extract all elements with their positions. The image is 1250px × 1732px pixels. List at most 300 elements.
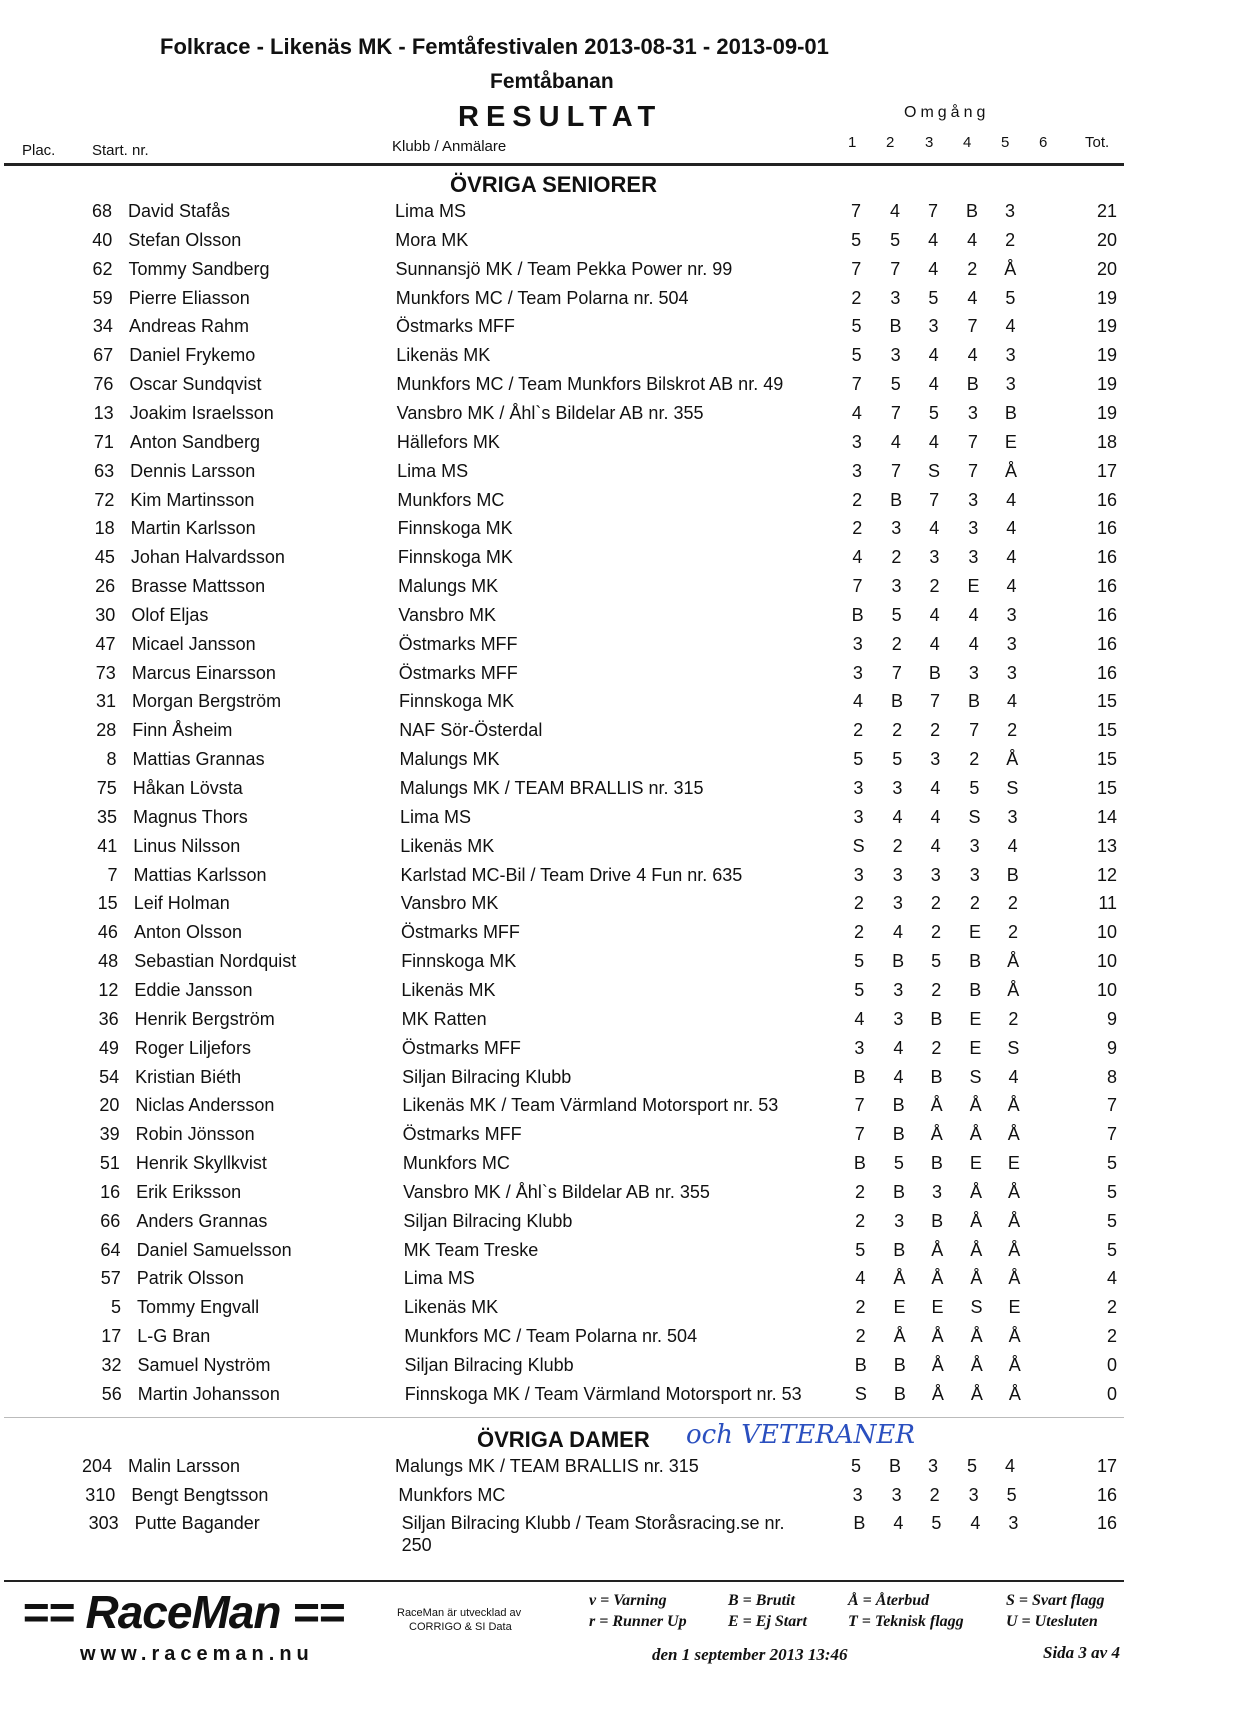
- result-row: [0, 230, 1250, 259]
- driver-name: Stefan Olsson: [128, 229, 242, 250]
- start-number: 45: [94, 547, 115, 568]
- round-2-result: 3: [893, 1008, 904, 1029]
- round-4-result: 4: [967, 345, 978, 366]
- col-club: Klubb / Anmälare: [392, 138, 507, 155]
- round-5-result: Å: [1008, 1239, 1021, 1260]
- total-score: 10: [1096, 979, 1117, 1000]
- round-5-result: Å: [1008, 1383, 1021, 1404]
- round-1-result: 5: [853, 749, 864, 770]
- total-score: 16: [1096, 1484, 1117, 1505]
- result-row: [0, 374, 1250, 403]
- round-4-result: Å: [970, 1383, 983, 1404]
- result-row: [0, 1038, 1250, 1067]
- club-name: Munkfors MC: [402, 1153, 510, 1174]
- round-4-result: B: [965, 201, 978, 221]
- round-3-result: 3: [932, 1181, 943, 1202]
- driver-name: Micael Jansson: [131, 633, 256, 654]
- round-5-result: 4: [1006, 489, 1017, 510]
- total-score: 2: [1106, 1297, 1117, 1318]
- round-3-result: 3: [930, 864, 941, 885]
- round-3-result: 3: [929, 547, 940, 568]
- round-1-result: 7: [850, 201, 861, 221]
- round-1-result: 5: [850, 1456, 861, 1476]
- round-2-result: 3: [891, 518, 902, 539]
- round-3-result: 7: [927, 201, 938, 221]
- round-4-result: 5: [969, 778, 980, 798]
- result-row: [0, 749, 1250, 778]
- round-5-result: 4: [1008, 1066, 1019, 1087]
- total-score: 20: [1096, 229, 1117, 250]
- footer-rule: [4, 1580, 1124, 1582]
- club-name: Siljan Bilracing Klubb: [403, 1210, 573, 1231]
- result-row: [0, 1153, 1250, 1182]
- start-number: 32: [101, 1355, 122, 1375]
- round-5-result: Å: [1007, 979, 1020, 1000]
- round-1-result: 2: [853, 720, 864, 741]
- round-3-result: 2: [929, 576, 940, 597]
- round-4-result: 3: [969, 835, 980, 856]
- round-2-result: B: [889, 316, 902, 337]
- round-1-result: 2: [855, 1210, 866, 1231]
- round-3-result: 4: [928, 258, 939, 279]
- round-2-result: 3: [894, 1210, 905, 1231]
- round-4-result: 3: [968, 518, 979, 539]
- driver-name: Mattias Karlsson: [133, 864, 267, 885]
- result-row: [0, 1182, 1250, 1211]
- result-row: [0, 547, 1250, 576]
- club-name: Likenäs MK: [400, 835, 495, 856]
- round-2-result: B: [893, 1355, 906, 1375]
- round-3-result: Å: [931, 1383, 944, 1404]
- round-3-result: 5: [928, 287, 939, 308]
- round-3-result: 3: [928, 316, 939, 337]
- result-row: [0, 1326, 1250, 1355]
- total-score: 16: [1096, 518, 1117, 539]
- round-5-result: 3: [1006, 662, 1017, 683]
- round-2-result: 3: [892, 864, 903, 885]
- start-number: 204: [81, 1456, 112, 1476]
- start-number: 5: [111, 1297, 122, 1318]
- total-score: 19: [1096, 374, 1117, 395]
- start-number: 36: [98, 1008, 119, 1029]
- round-5-result: 4: [1007, 835, 1018, 856]
- col-round-6: 6: [1039, 134, 1048, 151]
- round-5-result: 2: [1005, 229, 1016, 250]
- start-number: 15: [97, 893, 118, 914]
- result-row: [0, 1095, 1250, 1124]
- round-3-result: 5: [931, 1513, 942, 1533]
- round-4-result: S: [970, 1297, 983, 1318]
- club-name: Vansbro MK / Åhl`s Bildelar AB nr. 355: [403, 1181, 710, 1202]
- start-number: 71: [93, 431, 114, 452]
- round-3-result: 7: [930, 691, 941, 712]
- raceman-url: www.raceman.nu: [80, 1643, 314, 1665]
- round-4-result: E: [968, 922, 981, 943]
- round-4-result: 2: [967, 258, 978, 279]
- result-row: [0, 1067, 1250, 1096]
- round-2-result: 5: [891, 604, 902, 625]
- total-score: 16: [1096, 662, 1117, 683]
- section-title-seniorer: ÖVRIGA SENIORER: [450, 172, 657, 197]
- round-3-result: Å: [931, 1326, 944, 1347]
- round-2-result: 4: [893, 1066, 904, 1087]
- raceman-logo: == RaceMan ==: [22, 1586, 344, 1638]
- result-row: [0, 403, 1250, 432]
- round-4-result: S: [969, 1066, 982, 1087]
- start-number: 18: [94, 518, 115, 539]
- round-5-result: 4: [1006, 576, 1017, 597]
- result-row: [0, 1211, 1250, 1240]
- driver-name: Olof Eljas: [131, 604, 209, 625]
- result-row: [0, 345, 1250, 374]
- club-name: Siljan Bilracing Klubb: [404, 1355, 574, 1375]
- round-2-result: 2: [891, 547, 902, 568]
- round-3-result: Å: [930, 1124, 943, 1145]
- round-4-result: 4: [967, 229, 978, 250]
- round-2-result: 7: [890, 402, 901, 423]
- club-name: Vansbro MK: [400, 893, 499, 914]
- round-3-result: 2: [931, 1037, 942, 1058]
- driver-name: Sebastian Nordquist: [134, 951, 297, 972]
- round-5-result: 2: [1008, 1008, 1019, 1029]
- round-3-result: B: [931, 1210, 944, 1231]
- round-1-result: 2: [855, 1181, 866, 1202]
- driver-name: Marcus Einarsson: [131, 662, 276, 683]
- club-name: Malungs MK / TEAM BRALLIS nr. 315: [395, 1456, 699, 1476]
- round-1-result: 3: [853, 778, 864, 798]
- round-2-result: B: [888, 1456, 901, 1476]
- start-number: 303: [88, 1513, 119, 1533]
- round-1-result: 4: [852, 547, 863, 568]
- start-number: 16: [100, 1181, 121, 1202]
- round-1-result: 3: [851, 431, 862, 452]
- start-number: 310: [85, 1484, 116, 1505]
- round-5-result: E: [1004, 431, 1017, 452]
- round-4-result: 4: [968, 604, 979, 625]
- round-3-result: S: [928, 460, 941, 481]
- round-1-result: 2: [853, 893, 864, 914]
- driver-name: Kim Martinsson: [130, 489, 255, 510]
- round-2-result: 5: [890, 229, 901, 250]
- total-score: 16: [1096, 489, 1117, 510]
- total-score: 16: [1096, 633, 1117, 654]
- round-1-result: 4: [854, 1008, 865, 1029]
- round-1-result: 4: [855, 1268, 866, 1289]
- round-3-result: 4: [929, 604, 940, 625]
- round-4-result: Å: [970, 1239, 983, 1260]
- round-1-result: S: [852, 835, 865, 856]
- round-3-result: 2: [930, 922, 941, 943]
- legend-t: T = Teknisk flagg: [848, 1613, 964, 1630]
- round-5-result: Å: [1005, 460, 1018, 481]
- result-row: [0, 432, 1250, 461]
- total-score: 10: [1096, 922, 1117, 943]
- round-5-result: S: [1006, 778, 1019, 798]
- header-rule: [4, 163, 1124, 166]
- driver-name: Andreas Rahm: [128, 316, 249, 337]
- round-2-result: 3: [890, 345, 901, 366]
- round-2-result: 3: [890, 287, 901, 308]
- driver-name: Joakim Israelsson: [129, 402, 274, 423]
- club-name: NAF Sör-Österdal: [399, 720, 543, 741]
- round-5-result: 4: [1007, 691, 1018, 712]
- round-4-result: 2: [969, 749, 980, 770]
- round-3-result: 4: [928, 374, 939, 395]
- round-5-result: 2: [1007, 893, 1018, 914]
- round-5-result: 4: [1004, 1456, 1015, 1476]
- round-2-result: B: [890, 489, 903, 510]
- round-4-result: Å: [969, 1095, 982, 1116]
- round-1-result: 2: [852, 518, 863, 539]
- dev-line-2: CORRIGO & SI Data: [409, 1621, 512, 1633]
- start-number: 13: [93, 402, 114, 423]
- round-5-result: 5: [1006, 1484, 1017, 1505]
- round-4-result: B: [969, 951, 982, 972]
- club-name: Vansbro MK / Åhl`s Bildelar AB nr. 355: [396, 402, 704, 423]
- result-row: [0, 634, 1250, 663]
- round-2-result: 2: [892, 835, 903, 856]
- round-4-result: E: [967, 576, 980, 597]
- start-number: 39: [99, 1124, 120, 1145]
- start-number: 59: [92, 287, 113, 308]
- result-row: [0, 893, 1250, 922]
- club-name: Finnskoga MK: [399, 691, 515, 712]
- round-4-result: 7: [968, 460, 979, 481]
- round-4-result: B: [966, 374, 979, 395]
- driver-name: Dennis Larsson: [130, 460, 256, 481]
- start-number: 66: [100, 1210, 121, 1231]
- club-name: Siljan Bilracing Klubb: [402, 1066, 572, 1087]
- result-row: [0, 1268, 1250, 1297]
- driver-name: Johan Halvardsson: [130, 547, 285, 568]
- driver-name: Tommy Engvall: [137, 1297, 260, 1318]
- club-name: Likenäs MK: [404, 1297, 499, 1318]
- driver-name: Martin Johansson: [137, 1383, 280, 1404]
- driver-name: Brasse Mattsson: [131, 576, 266, 597]
- round-1-result: 3: [852, 1484, 863, 1505]
- round-4-result: 4: [970, 1513, 981, 1533]
- start-number: 31: [96, 691, 117, 712]
- total-score: 21: [1096, 201, 1117, 221]
- round-4-result: 3: [967, 402, 978, 423]
- driver-name: Daniel Frykemo: [129, 345, 256, 366]
- driver-name: Samuel Nyström: [137, 1355, 271, 1375]
- round-3-result: Å: [931, 1268, 944, 1289]
- col-round-5: 5: [1001, 134, 1010, 151]
- legend-a: Å = Återbud: [848, 1592, 930, 1609]
- start-number: 7: [107, 864, 118, 885]
- start-number: 41: [97, 835, 118, 856]
- club-name: Sunnansjö MK / Team Pekka Power nr. 99: [395, 258, 733, 279]
- total-score: 12: [1096, 864, 1117, 885]
- round-1-result: 2: [855, 1326, 866, 1347]
- total-score: 18: [1096, 431, 1117, 452]
- start-number: 57: [100, 1268, 121, 1289]
- round-1-result: 7: [851, 258, 862, 279]
- start-number: 75: [96, 778, 117, 798]
- legend-u: U = Utesluten: [1006, 1613, 1098, 1630]
- result-row: [0, 576, 1250, 605]
- round-4-result: 3: [968, 489, 979, 510]
- round-5-result: Å: [1008, 1210, 1021, 1231]
- round-1-result: 2: [851, 287, 862, 308]
- round-3-result: 3: [927, 1456, 938, 1476]
- round-4-result: 3: [968, 1484, 979, 1505]
- event-title: Folkrace - Likenäs MK - Femtåfestivalen 2013-08-31 - 2013-09-01: [160, 34, 829, 59]
- round-1-result: 7: [854, 1124, 865, 1145]
- driver-name: L-G Bran: [137, 1326, 211, 1347]
- total-score: 15: [1096, 691, 1117, 712]
- round-2-result: 2: [891, 633, 902, 654]
- round-1-result: S: [854, 1383, 867, 1404]
- print-date: den 1 september 2013 13:46: [652, 1645, 848, 1664]
- driver-name: Magnus Thors: [133, 806, 248, 827]
- result-row: [0, 865, 1250, 894]
- round-4-result: Å: [970, 1268, 983, 1289]
- round-3-result: 4: [928, 229, 939, 250]
- round-2-result: Å: [893, 1326, 906, 1347]
- round-5-result: S: [1007, 1037, 1020, 1058]
- round-2-result: E: [893, 1297, 906, 1318]
- club-name: Lima MS: [395, 201, 467, 221]
- round-3-result: 2: [930, 893, 941, 914]
- round-1-result: 7: [854, 1095, 865, 1116]
- driver-name: Daniel Samuelsson: [136, 1239, 292, 1260]
- result-row: [0, 951, 1250, 980]
- club-name: Likenäs MK: [396, 345, 491, 366]
- club-name-continued: 250: [401, 1535, 432, 1555]
- club-name: Hällefors MK: [396, 431, 500, 452]
- club-name: Lima MS: [400, 806, 472, 827]
- club-name: Lima MS: [403, 1268, 475, 1289]
- driver-name: Malin Larsson: [128, 1456, 241, 1476]
- start-number: 30: [95, 604, 116, 625]
- start-number: 51: [99, 1153, 120, 1174]
- round-2-result: 4: [890, 431, 901, 452]
- round-3-result: 3: [930, 749, 941, 770]
- col-start: Start. nr.: [92, 142, 149, 159]
- round-4-result: Å: [970, 1210, 983, 1231]
- round-5-result: Å: [1006, 749, 1019, 770]
- round-1-result: B: [853, 1153, 866, 1174]
- round-2-result: B: [892, 951, 905, 972]
- total-score: 7: [1106, 1124, 1117, 1145]
- round-4-result: 5: [966, 1456, 977, 1476]
- round-5-result: 3: [1008, 1513, 1019, 1533]
- round-2-result: B: [893, 1239, 906, 1260]
- result-row: [0, 720, 1250, 749]
- legend-r: r = Runner Up: [589, 1613, 687, 1630]
- club-name: Munkfors MC / Team Munkfors Bilskrot AB nr. 49: [396, 374, 784, 395]
- round-4-result: E: [969, 1037, 982, 1058]
- result-row: [0, 1124, 1250, 1153]
- round-3-result: 4: [930, 778, 941, 798]
- round-3-result: 4: [928, 345, 939, 366]
- club-name: Likenäs MK: [401, 979, 496, 1000]
- round-4-result: B: [968, 691, 981, 712]
- round-1-result: 5: [851, 229, 862, 250]
- driver-name: Bengt Bengtsson: [131, 1484, 269, 1505]
- start-number: 73: [95, 662, 116, 683]
- club-name: Östmarks MFF: [401, 1037, 521, 1058]
- result-row: [0, 922, 1250, 951]
- round-2-result: 5: [890, 374, 901, 395]
- start-number: 68: [91, 201, 112, 221]
- round-2-result: B: [891, 691, 904, 712]
- round-1-result: 5: [854, 951, 865, 972]
- result-row: [0, 1456, 1250, 1485]
- round-1-result: B: [851, 604, 864, 625]
- driver-name: Oscar Sundqvist: [129, 374, 262, 395]
- handwritten-note: och VETERANER: [686, 1420, 915, 1450]
- driver-name: Linus Nilsson: [133, 835, 241, 856]
- round-3-result: 5: [928, 402, 939, 423]
- round-1-result: 4: [851, 402, 862, 423]
- total-score: 16: [1096, 604, 1117, 625]
- round-5-result: Å: [1008, 1181, 1021, 1202]
- start-number: 26: [95, 576, 116, 597]
- legend-e: E = Ej Start: [728, 1613, 807, 1630]
- round-4-result: 7: [967, 316, 978, 337]
- col-round-3: 3: [925, 134, 934, 151]
- start-number: 63: [94, 460, 115, 481]
- result-row: [0, 1355, 1250, 1384]
- round-1-result: 3: [852, 662, 863, 683]
- round-4-result: 7: [967, 431, 978, 452]
- round-3-result: E: [931, 1297, 944, 1318]
- round-4-result: E: [969, 1153, 982, 1174]
- result-row: [0, 836, 1250, 865]
- round-5-result: 2: [1007, 922, 1018, 943]
- driver-name: Anders Grannas: [136, 1210, 268, 1231]
- total-score: 5: [1106, 1239, 1117, 1260]
- total-score: 11: [1098, 893, 1117, 914]
- total-score: 0: [1106, 1355, 1117, 1375]
- round-2-result: 3: [891, 1484, 902, 1505]
- total-score: 5: [1106, 1181, 1117, 1202]
- total-score: 15: [1096, 720, 1117, 741]
- round-3-result: Å: [931, 1239, 944, 1260]
- round-4-result: 7: [969, 720, 980, 741]
- round-2-result: 3: [891, 576, 902, 597]
- round-4-result: B: [969, 979, 982, 1000]
- round-1-result: 5: [851, 345, 862, 366]
- total-score: 5: [1106, 1210, 1117, 1231]
- round-1-result: 3: [853, 864, 864, 885]
- driver-name: Pierre Eliasson: [128, 287, 250, 308]
- start-number: 48: [98, 951, 119, 972]
- club-name: Finnskoga MK: [397, 547, 513, 568]
- omgang-label: Omgång: [904, 104, 990, 121]
- total-score: 4: [1106, 1268, 1117, 1289]
- round-1-result: 3: [852, 460, 863, 481]
- total-score: 13: [1096, 835, 1117, 856]
- round-1-result: 2: [855, 1297, 866, 1318]
- round-5-result: 3: [1005, 374, 1016, 395]
- club-name: MK Team Treske: [403, 1239, 539, 1260]
- result-row: [0, 1297, 1250, 1326]
- club-name: Vansbro MK: [398, 604, 497, 625]
- result-row: [0, 691, 1250, 720]
- result-row: [0, 605, 1250, 634]
- start-number: 17: [101, 1326, 122, 1347]
- driver-name: Henrik Bergström: [134, 1008, 275, 1029]
- start-number: 64: [100, 1239, 121, 1260]
- start-number: 76: [93, 374, 114, 395]
- round-5-result: 3: [1006, 633, 1017, 654]
- round-2-result: 4: [893, 1513, 904, 1533]
- round-2-result: B: [892, 1124, 905, 1145]
